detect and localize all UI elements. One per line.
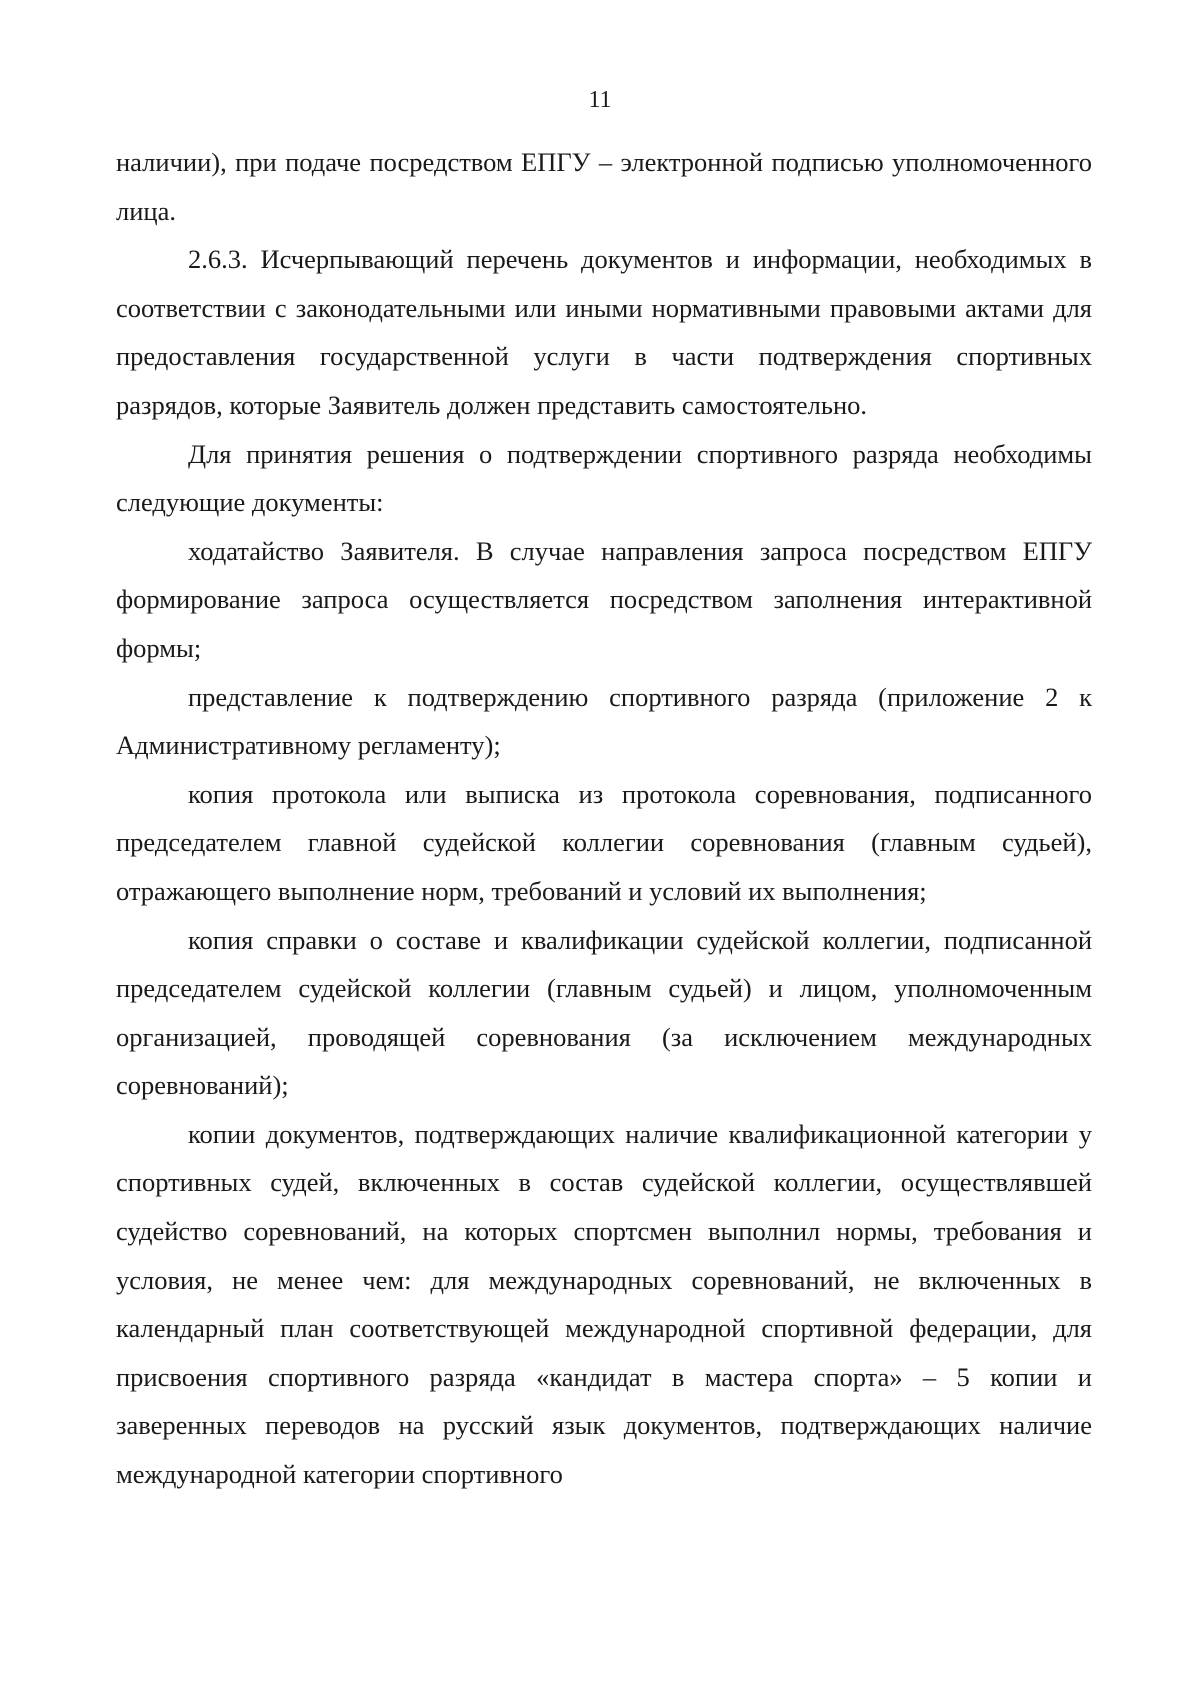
list-item-referee-certificate: копия справки о составе и квалификации судейской коллегии, подписанной председателем судейской коллегии (главным судьей) и лицом, уполномоченным организацией, проводящей соревнования (за исключением международных соревнований); (116, 924, 1092, 1101)
list-item-petition: ходатайство Заявителя. В случае направления запроса посредством ЕПГУ формирование запроса осуществляется посредством заполнения интерактивной формы; (116, 535, 1092, 663)
paragraph-required-docs-intro: Для принятия решения о подтверждении спортивного разряда необходимы следующие документы: (116, 438, 1092, 518)
page-number: 11 (588, 87, 612, 113)
list-item-protocol: копия протокола или выписка из протокола соревнования, подписанного председателем главной судейской коллегии соревнования (главным судьей), отражающего выполнение норм, требований и условий их выполнения; (116, 778, 1092, 906)
document-body (116, 138, 1092, 1499)
list-item-qualification-copies: копии документов, подтверждающих наличие квалификационной категории у спортивных судей, включенных в состав судейской коллегии, осуществлявшей судейство соревнований, на которых спортсмен выполнил нормы, требования и условия, не менее чем: для международных соревнований, не включенных в календарный план соответствующей международной спортивной федерации, для присвоения спортивного разряда «кандидат в мастера спорта» – 5 копии и заверенных переводов на русский язык документов, подтверждающих наличие международной категории спортивного (116, 1118, 1092, 1490)
paragraph-continuation: наличии), при подаче посредством ЕПГУ – электронной подписью уполномоченного лица. (116, 147, 1092, 226)
paragraph-clause-2-6-3: 2.6.3. Исчерпывающий перечень документов и информации, необходимых в соответствии с законодательными или иными нормативными правовыми актами для предоставления государственной услуги в части подтверждения спортивных разрядов, которые Заявитель должен представить самостоятельно. (116, 244, 1092, 420)
list-item-submission: представление к подтверждению спортивного разряда (приложение 2 к Административному регламенту); (116, 681, 1092, 761)
